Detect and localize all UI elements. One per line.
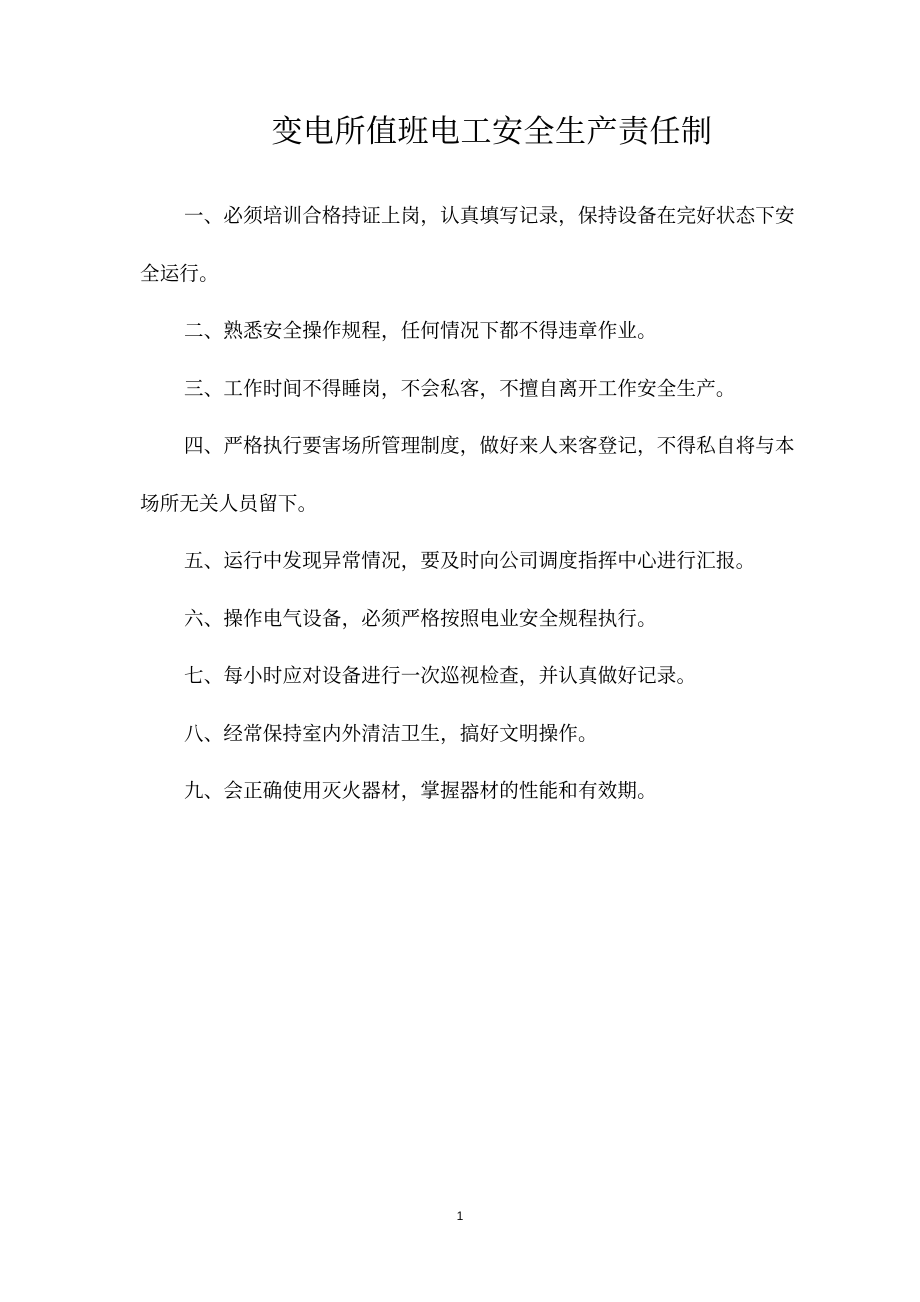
paragraph-7: 七、每小时应对设备进行一次巡视检查，并认真做好记录。 [184, 664, 697, 687]
paragraph-8: 八、经常保持室内外清洁卫生，搞好文明操作。 [184, 721, 598, 745]
document-body [140, 187, 800, 820]
paragraph-9: 九、会正确使用灭火器材，掌握器材的性能和有效期。 [184, 779, 657, 802]
paragraph-4: 四、严格执行要害场所管理制度，做好来人来客登记，不得私自将与本场所无关人员留下。 [140, 434, 795, 515]
paragraph-3: 三、工作时间不得睡岗，不会私客，不擅自离开工作安全生产。 [184, 376, 736, 400]
paragraph-2: 二、熟悉安全操作规程，任何情况下都不得违章作业。 [184, 319, 657, 342]
document-title: 变电所值班电工安全生产责任制 [271, 114, 713, 150]
paragraph-1: 一、必须培训合格持证上岗，认真填写记录，保持设备在完好状态下安全运行。 [140, 204, 795, 285]
paragraph-6: 六、操作电气设备，必须严格按照电业安全规程执行。 [184, 606, 657, 630]
page-number: 1 [456, 1209, 464, 1223]
paragraph-5: 五、运行中发现异常情况，要及时向公司调度指挥中心进行汇报。 [184, 549, 756, 572]
